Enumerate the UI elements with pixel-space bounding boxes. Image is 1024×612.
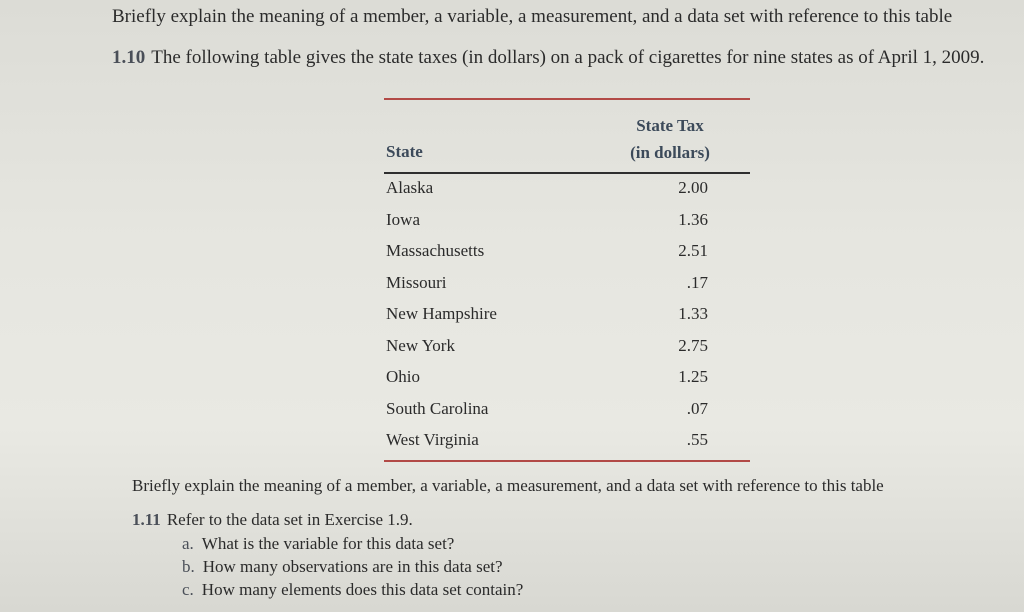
column-header-tax-line1: State Tax xyxy=(636,116,704,135)
part-text: How many observations are in this data set? xyxy=(202,557,503,576)
exercise-1-11 xyxy=(132,508,992,601)
state-cell: West Virginia xyxy=(386,430,479,449)
exercise-number: 1.10 xyxy=(112,47,146,68)
exercise-part xyxy=(182,532,992,555)
part-letter: b. xyxy=(182,557,195,576)
table-row xyxy=(384,206,750,238)
part-text: How many elements does this data set contain? xyxy=(201,580,524,599)
tax-cell: 2.51 xyxy=(678,241,708,260)
table-row xyxy=(384,332,750,364)
table-body xyxy=(384,174,750,458)
part-text: What is the variable for this data set? xyxy=(201,534,455,553)
table-row xyxy=(384,174,750,206)
tax-cell: .07 xyxy=(686,398,708,418)
table-row xyxy=(384,300,750,332)
cigarette-tax-table xyxy=(384,98,750,462)
tax-cell: .55 xyxy=(686,430,708,449)
state-cell: Missouri xyxy=(386,272,447,292)
column-header-tax xyxy=(600,112,740,166)
table-row xyxy=(384,426,750,458)
repeat-prompt: Briefly explain the meaning of a member, a variable, a measurement, and a data set with reference to this table xyxy=(132,476,884,495)
state-cell: Ohio xyxy=(386,367,420,386)
state-cell: New Hampshire xyxy=(386,304,497,323)
exercise-text: Refer to the data set in Exercise 1.9. xyxy=(166,510,413,529)
exercise-1-11-stem xyxy=(132,508,992,532)
tax-cell: 1.33 xyxy=(678,304,708,323)
exercise-1-10 xyxy=(112,43,1012,72)
state-cell: Iowa xyxy=(386,209,420,229)
exercise-text: The following table gives the state taxes (in dollars) on a pack of cigarettes for nine states as of April 1, 2009. xyxy=(151,47,985,68)
exercise-number: 1.11 xyxy=(132,510,161,529)
intro-prompt: Briefly explain the meaning of a member, a variable, a measurement, and a data set with reference to this table xyxy=(112,6,953,27)
state-cell: Massachusetts xyxy=(386,241,485,260)
table-row xyxy=(384,363,750,395)
column-header-state: State xyxy=(386,142,423,161)
part-letter: a. xyxy=(182,534,194,553)
state-cell: South Carolina xyxy=(386,398,489,418)
exercise-part xyxy=(182,555,992,578)
table-row xyxy=(384,395,750,427)
table-bottom-rule xyxy=(384,460,750,462)
state-cell: New York xyxy=(386,335,455,355)
column-header-tax-line2: (in dollars) xyxy=(630,143,710,162)
exercise-part xyxy=(182,578,992,601)
table-row xyxy=(384,269,750,301)
table-row xyxy=(384,237,750,269)
tax-cell: 1.25 xyxy=(678,367,708,386)
state-cell: Alaska xyxy=(386,178,434,197)
tax-cell: 1.36 xyxy=(678,209,708,229)
tax-cell: .17 xyxy=(686,272,708,292)
tax-cell: 2.75 xyxy=(678,335,708,355)
part-letter: c. xyxy=(182,580,194,599)
exercise-parts xyxy=(132,532,992,601)
tax-cell: 2.00 xyxy=(678,178,708,197)
table-header xyxy=(384,100,750,172)
